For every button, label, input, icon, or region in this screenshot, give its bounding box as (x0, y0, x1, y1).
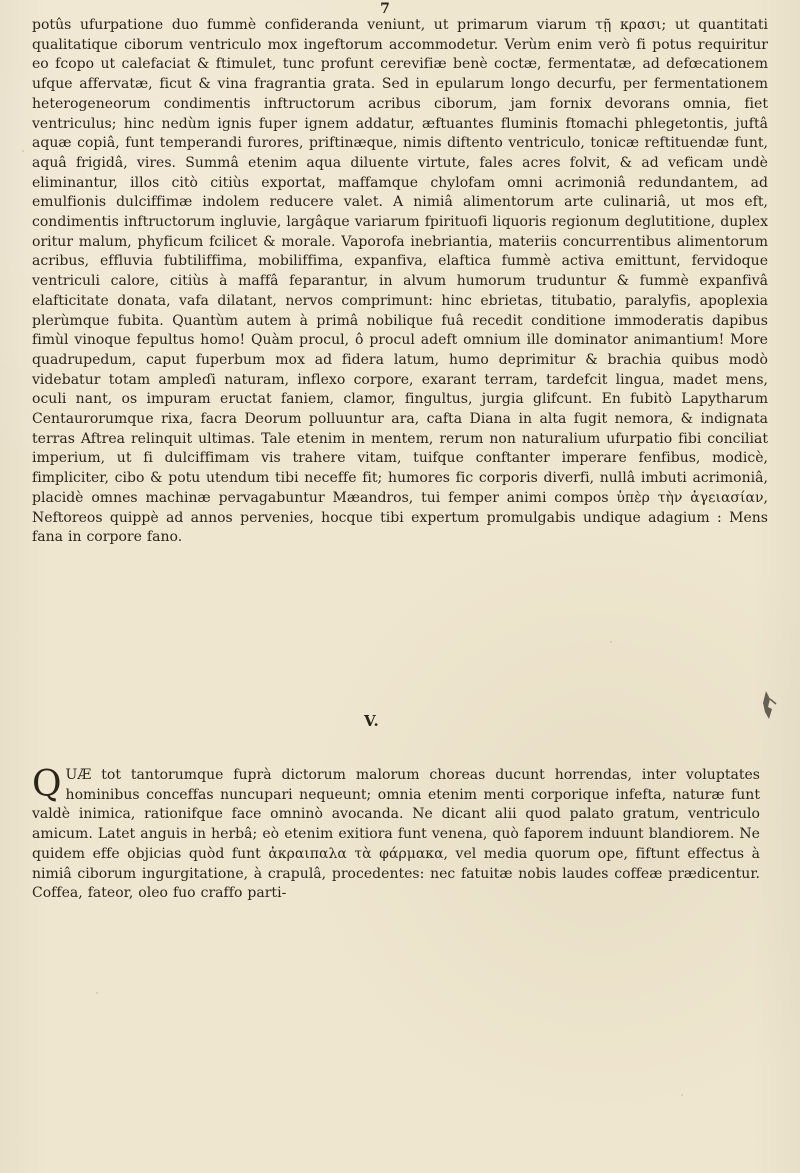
section-paragraph-text: UÆ tot tantorumque fuprà dictorum malorum choreas ducunt horrendas, inter voluptates hominibus conceffas nuncupari nequeunt; omnia etenim menti corporique infefta, naturæ funt valdè inimica, rationifque face omninò avocanda. Ne dicant alii quod palato gratum, ventriculo amicum. Latet anguis in herbâ; eò etenim exitiora funt venena, quò faporem induunt blandiorem. Ne quidem effe objicias quòd funt ἀκραιπαλα τὰ φάρμακα, vel media quorum ope, fiftunt effectus à nimiâ ciborum ingurgitatione, à crapulâ, procedentes: nec fatuitæ nobis laudes coffeæ prædicentur. Coffea, fateor, oleo fuo craffo parti- (32, 767, 760, 902)
paper-speck (744, 428, 746, 430)
drop-cap: Q (32, 764, 62, 805)
section-paragraph (32, 766, 760, 904)
paper-speck (681, 1094, 683, 1096)
section-heading: V. (364, 712, 380, 730)
ink-blot-icon (758, 689, 780, 729)
main-paragraph: potûs ufurpatione duo fummè confideranda veniunt, ut primarum viarum τῇ κρασι; ut quantitati qualitatique ciborum ventriculo mox ingeftorum accommodetur. Verùm enim verò fi potus requiritur eo fcopo ut calefaciat & ftimulet, tunc profunt cerevifiæ benè coctæ, fermentatæ, ad defœcationem ufque affervatæ, ficut & vina fragrantia grata. Sed in epularum longo decurfu, per fermentationem heterogeneorum condimentis inftructorum acribus ciborum, jam fornix devorans omnia, fiet ventriculus; hinc nedùm ignis fuper ignem addatur, æftuantes fluminis ftomachi phlegetontis, juftâ aquæ copiâ, funt temperandi furores, priftinæque, nimis diftento ventriculo, tonicæ reftituendæ funt, aquâ frigidâ, vires. Summâ etenim aqua diluente virtute, fales acres folvit, & ad veficam undè eliminantur, illos citò citiùs exportat, maffamque chylofam omni acrimoniâ redundantem, ad emulfionis dulciffimæ indolem reducere valet. A nimiâ alimentorum arte culinariâ, ut mos eft, condimentis inftructorum ingluvie, largâque variarum fpirituofi liquoris regionum deglutitione, duplex oritur malum, phyficum fcilicet & morale. Vaporofa inebriantia, materiis concurrentibus alimentorum acribus, effluvia fubtiliffima, mobiliffima, expanfiva, elaftica fummè activa emittunt, fervidoque ventriculi calore, citiùs à maffâ feparantur, in alvum humorum truduntur & fummè expanfivâ elafticitate donata, vafa dilatant, nervos comprimunt: hinc ebrietas, titubatio, paralyfis, apoplexia plerùmque fubita. Quantùm autem à primâ nobilique fuâ recedit conditione immoderatis dapibus fimùl vinoque fepultus homo! Quàm procul, ô procul adeft omnium ille dominator animantium! More quadrupedum, caput fuperbum mox ad fidera latum, humo deprimitur & brachia quibus modò videbatur totam ampleɗi naturam, inflexo corpore, exarant terram, tardefcit lingua, madet mens, oculi nant, os impuram eructat faniem, clamor, fingultus, jurgia glifcunt. En fubitò Lapytharum Centaurorumque rixa, facra Deorum polluuntur ara, cafta Diana in alta fugit nemora, & indignata terras Aftrea relinquit ultimas. Tale etenim in mentem, rerum non naturalium ufurpatio fibi conciliat imperium, ut fi dulciffimam vis trahere vitam, tuifque conftanter imperare fenfibus, modicè, fimpliciter, cibo & potu utendum tibi neceffe fit; humores fic corporis diverfi, nullâ imbuti acrimoniâ, placidè omnes machinæ pervagabuntur Mæandros, tui femper animi compos ὑπὲρ τὴν ἀγειασίαν, Neftoreos quippè ad annos pervenies, hocque tibi expertum promulgabis undique adagium : Mens fana in corpore fano. (32, 17, 768, 546)
paper-speck (96, 992, 98, 994)
paper-speck (610, 641, 612, 643)
paper-speck (22, 150, 24, 152)
page-number: 7 (380, 1, 390, 17)
